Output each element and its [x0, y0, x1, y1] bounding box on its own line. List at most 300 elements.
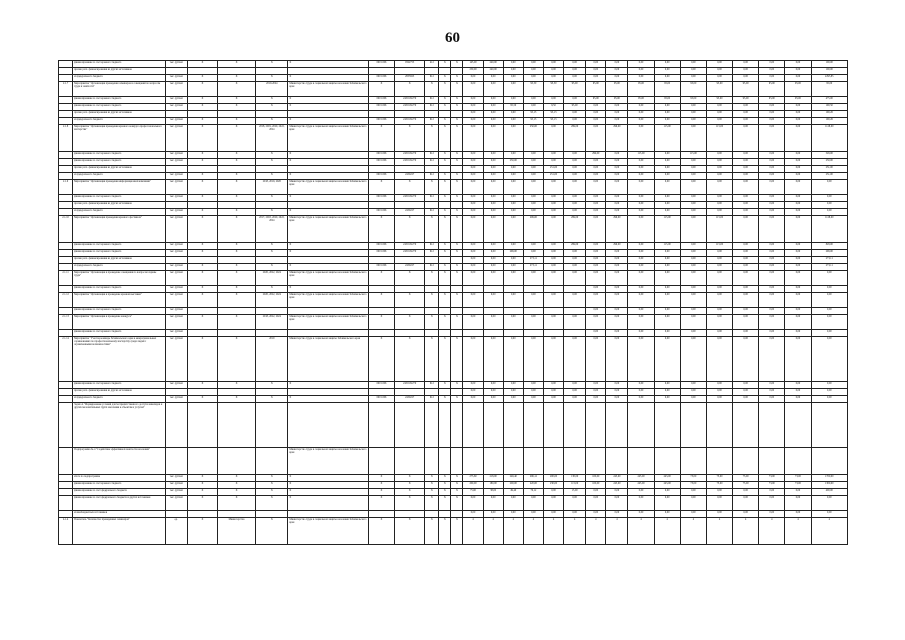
table-cell	[543, 330, 563, 337]
table-cell: X	[256, 195, 288, 202]
table-cell: 400,00	[811, 489, 847, 496]
table-cell: Показатель "Количество проведенных семинаров"	[73, 518, 166, 545]
table-cell: 0,00	[628, 396, 654, 403]
table-cell: 0,00	[503, 82, 523, 97]
table-cell: 0,00	[463, 159, 483, 166]
table-cell: 0,00	[759, 396, 785, 403]
table-cell: 0,00	[586, 308, 606, 315]
table-cell: 4	[811, 518, 847, 545]
table-cell: 0,00	[543, 337, 563, 382]
table-cell: 2018, 2022, 2024	[256, 315, 288, 330]
table-cell: финансирование за счет краевого бюджета	[73, 97, 166, 104]
table-cell: тыс. рублей	[165, 75, 187, 82]
table-cell: 000 1006	[368, 250, 394, 257]
table-cell: 0,00	[785, 511, 811, 518]
table-cell: 0,00	[463, 271, 483, 286]
table-cell: 0,00	[785, 330, 811, 337]
table-cell	[564, 403, 586, 448]
table-row	[59, 382, 848, 389]
table-cell: 0,00	[463, 75, 483, 82]
table-cell: 190,26	[811, 118, 847, 125]
table-cell	[451, 448, 463, 475]
table-cell: 0,00	[586, 286, 606, 293]
table-cell: 0,00	[785, 61, 811, 68]
table-cell	[59, 75, 73, 82]
table-cell: X	[288, 173, 369, 180]
table-cell: 0,00	[654, 382, 680, 389]
table-cell: 0,00	[759, 250, 785, 257]
table-cell: X	[217, 243, 255, 250]
table-cell: 115,00	[706, 216, 732, 243]
table-cell: 0,00	[733, 489, 759, 496]
table-cell: 0,00	[759, 125, 785, 152]
table-cell: 0,00	[523, 511, 543, 518]
table-cell: 218,00	[483, 475, 503, 482]
table-cell: 0,00	[811, 511, 847, 518]
table-cell: 0,00	[503, 496, 523, 511]
table-cell	[451, 330, 463, 337]
table-cell: 0,00	[759, 286, 785, 293]
table-cell: X	[451, 125, 463, 152]
table-cell: X	[288, 482, 369, 489]
table-cell: X	[256, 97, 288, 104]
table-cell: 0,00	[463, 152, 483, 159]
table-cell: 95,13	[543, 118, 563, 125]
table-cell: 2450132270	[395, 382, 425, 389]
table-cell: 0,00	[785, 243, 811, 250]
table-cell: 0,00	[785, 389, 811, 396]
table-cell: 0,00	[483, 496, 503, 511]
table-cell	[451, 202, 463, 209]
table-cell: 0,00	[733, 173, 759, 180]
table-cell: X	[217, 104, 255, 111]
table-cell: 612	[425, 97, 439, 104]
table-cell	[187, 166, 217, 173]
table-cell	[368, 448, 394, 475]
table-cell: X	[395, 315, 425, 330]
table-cell: финансирование за счет краевого бюджета	[73, 159, 166, 166]
table-cell: X	[187, 75, 217, 82]
table-cell: 0,00	[463, 511, 483, 518]
table-cell: 95,00	[586, 82, 606, 97]
table-cell	[439, 68, 451, 75]
table-cell: 0,00	[483, 75, 503, 82]
table-cell: 0,00	[586, 337, 606, 382]
table-cell: 0,00	[463, 293, 483, 308]
table-row	[59, 448, 848, 475]
table-cell: 0,00	[706, 111, 732, 118]
table-cell: 000 1006	[368, 382, 394, 389]
table-cell: 0,00	[759, 209, 785, 216]
table-cell: 0,00	[811, 293, 847, 308]
table-cell: X	[217, 489, 255, 496]
table-cell: 0,00	[503, 315, 523, 330]
table-cell: 180,00	[483, 482, 503, 489]
table-cell: 2450132270	[395, 243, 425, 250]
table-row	[59, 250, 848, 257]
table-cell: X	[288, 61, 369, 68]
table-cell: 0,00	[680, 250, 706, 257]
table-cell	[543, 403, 563, 448]
table-cell: финансирование за счет краевого бюджета	[73, 482, 166, 489]
table-cell: 245,00	[654, 482, 680, 489]
table-cell: X	[217, 264, 255, 271]
table-cell: 4.1.4	[59, 518, 73, 545]
table-cell: X	[187, 152, 217, 159]
table-cell: 000 1006	[368, 264, 394, 271]
table-cell: 0,00	[564, 195, 586, 202]
table-cell: 273,11	[523, 257, 543, 264]
table-row	[59, 286, 848, 293]
table-cell	[425, 286, 439, 293]
table-cell: 0,00	[564, 118, 586, 125]
table-cell: 250,00	[463, 68, 483, 75]
table-cell: 200,00	[543, 475, 563, 482]
table-cell: X	[395, 82, 425, 97]
table-cell: 0,00	[733, 308, 759, 315]
table-cell: 0,00	[628, 308, 654, 315]
table-cell: 0,00	[543, 152, 563, 159]
table-cell	[586, 403, 606, 448]
table-cell: X	[217, 118, 255, 125]
table-cell: Министерство труда и социальной защиты населения Забайкальского края	[288, 82, 369, 97]
table-cell: X	[187, 250, 217, 257]
table-row	[59, 475, 848, 482]
table-cell: X	[368, 518, 394, 545]
table-cell: 0,00	[680, 489, 706, 496]
table-cell: X	[439, 243, 451, 250]
table-cell	[59, 97, 73, 104]
table-cell: 95,00	[811, 82, 847, 97]
table-cell	[628, 403, 654, 448]
table-cell: X	[439, 337, 451, 382]
table-cell: 0,00	[586, 166, 606, 173]
table-cell: 0,00	[680, 389, 706, 396]
table-cell	[680, 403, 706, 448]
table-cell: 95,00	[628, 97, 654, 104]
table-cell: 0,00	[628, 382, 654, 389]
table-cell: 000 1006	[368, 104, 394, 111]
table-cell: 95,00	[606, 82, 628, 97]
table-cell: 0,00	[543, 264, 563, 271]
table-cell: 0,00	[463, 250, 483, 257]
table-cell: 0,00	[523, 389, 543, 396]
table-cell: Мероприятие "Организация проведения краевого фестиваля"	[73, 216, 166, 243]
table-cell: 0,00	[785, 250, 811, 257]
table-cell: 0,00	[523, 396, 543, 403]
table-cell: 0,00	[628, 286, 654, 293]
table-cell: 0,00	[654, 104, 680, 111]
table-cell: тыс. рублей	[165, 125, 187, 152]
table-cell: 115,00	[706, 243, 732, 250]
table-cell: 0,00	[706, 396, 732, 403]
table-cell: 0,00	[483, 173, 503, 180]
table-cell: 0,00	[733, 396, 759, 403]
table-cell: 0,00	[606, 511, 628, 518]
table-cell: из внебюджетных источников	[73, 511, 166, 518]
table-cell: 95,00	[680, 82, 706, 97]
table-cell	[187, 68, 217, 75]
table-cell: 0,00	[628, 166, 654, 173]
table-cell: 0,00	[680, 209, 706, 216]
table-cell	[425, 68, 439, 75]
table-cell: 95,00	[564, 104, 586, 111]
table-cell	[59, 396, 73, 403]
table-cell: X	[217, 250, 255, 257]
table-cell: 0,00	[586, 202, 606, 209]
table-cell: 0,00	[586, 293, 606, 308]
table-cell: 0,00	[483, 195, 503, 202]
table-cell: X	[395, 337, 425, 382]
table-cell: X	[256, 75, 288, 82]
table-cell: X	[451, 61, 463, 68]
table-cell: 4	[759, 518, 785, 545]
table-cell: 0,00	[628, 315, 654, 330]
table-cell: 0,00	[759, 68, 785, 75]
table-cell: 0,00	[586, 250, 606, 257]
table-cell: X	[439, 195, 451, 202]
table-cell: X	[187, 337, 217, 382]
table-cell: X	[368, 315, 394, 330]
table-cell: 0,00	[628, 496, 654, 511]
table-cell: Министерство	[217, 518, 255, 545]
table-cell: Министерство труда и социальной защиты населения Забайкальского края	[288, 293, 369, 308]
table-row	[59, 202, 848, 209]
table-cell: X	[187, 82, 217, 97]
table-cell: 0,00	[503, 195, 523, 202]
table-cell: 0,00	[733, 389, 759, 396]
table-cell: 0,00	[706, 195, 732, 202]
table-cell: 0,00	[811, 209, 847, 216]
table-cell	[439, 403, 451, 448]
table-cell: 0,00	[503, 125, 523, 152]
table-cell: X	[187, 271, 217, 286]
table-cell: X	[439, 475, 451, 482]
table-cell: 0,00	[503, 202, 523, 209]
table-cell: 115,00	[654, 243, 680, 250]
table-cell	[564, 448, 586, 475]
table-cell: X	[217, 152, 255, 159]
table-cell	[187, 257, 217, 264]
table-cell: тыс. рублей	[165, 152, 187, 159]
table-cell: 95,00	[654, 82, 680, 97]
table-cell: 0,00	[628, 209, 654, 216]
table-cell	[59, 489, 73, 496]
table-cell: 1128,00	[811, 216, 847, 243]
table-cell: 2450227	[395, 173, 425, 180]
table-cell: 000 1006	[368, 97, 394, 104]
table-cell: тыс. рублей	[165, 118, 187, 125]
table-cell: 190,26	[811, 111, 847, 118]
table-cell: X	[256, 104, 288, 111]
table-cell: 95,00	[759, 97, 785, 104]
table-cell: 0,00	[606, 286, 628, 293]
table-cell: 0,00	[680, 264, 706, 271]
table-cell: тыс. рублей	[165, 250, 187, 257]
table-cell: 0,00	[733, 61, 759, 68]
table-cell: 0,00	[543, 61, 563, 68]
table-cell	[425, 308, 439, 315]
table-cell: 0,00	[483, 97, 503, 104]
table-cell: 0,00	[628, 216, 654, 243]
table-cell	[425, 257, 439, 264]
table-cell	[463, 448, 483, 475]
table-cell: 0,00	[654, 195, 680, 202]
table-cell: 0,00	[564, 511, 586, 518]
table-cell: 0,00	[586, 209, 606, 216]
table-cell	[187, 403, 217, 448]
table-cell: X	[288, 243, 369, 250]
table-cell: 0,00	[785, 382, 811, 389]
table-cell: 0,00	[759, 330, 785, 337]
table-cell: 0,00	[463, 389, 483, 396]
table-cell: X	[288, 75, 369, 82]
table-cell	[217, 511, 255, 518]
table-cell	[288, 257, 369, 264]
table-cell: X	[425, 180, 439, 195]
table-cell: 0,00	[811, 496, 847, 511]
table-cell: X	[217, 180, 255, 195]
table-cell: 0,00	[654, 159, 680, 166]
table-cell: 245,00	[628, 482, 654, 489]
table-cell	[59, 308, 73, 315]
table-cell: 0,00	[706, 496, 732, 511]
table-cell	[256, 257, 288, 264]
table-cell	[395, 111, 425, 118]
table-cell: 0,00	[606, 496, 628, 511]
table-cell	[451, 403, 463, 448]
table-cell: 0,00	[503, 389, 523, 396]
table-cell: X	[217, 61, 255, 68]
table-cell: X	[187, 159, 217, 166]
table-cell: 0,00	[785, 159, 811, 166]
table-cell	[654, 403, 680, 448]
table-cell	[288, 389, 369, 396]
table-cell	[483, 286, 503, 293]
table-cell	[59, 382, 73, 389]
table-cell: X	[256, 382, 288, 389]
table-cell: 0,00	[654, 75, 680, 82]
table-cell: 0,00	[606, 264, 628, 271]
table-cell	[439, 448, 451, 475]
table-cell: X	[368, 337, 394, 382]
table-cell: тыс. рублей	[165, 97, 187, 104]
table-cell	[368, 111, 394, 118]
table-cell: 0,00	[606, 315, 628, 330]
table-cell: 0,00	[463, 125, 483, 152]
table-cell	[59, 118, 73, 125]
table-cell	[733, 403, 759, 448]
table-cell	[256, 511, 288, 518]
table-cell	[463, 286, 483, 293]
table-cell	[165, 68, 187, 75]
table-cell: X	[187, 61, 217, 68]
table-cell	[439, 330, 451, 337]
table-cell	[217, 448, 255, 475]
table-cell: 0,00	[586, 315, 606, 330]
table-cell: X	[256, 489, 288, 496]
table-cell	[483, 308, 503, 315]
table-cell	[606, 403, 628, 448]
table-cell: Мероприятие "Организация и проведение краевой выставки"	[73, 293, 166, 308]
table-cell: X	[451, 475, 463, 482]
table-cell: 299,00	[503, 250, 523, 257]
table-row	[59, 271, 848, 286]
table-cell: 0,00	[811, 286, 847, 293]
table-cell	[463, 330, 483, 337]
table-cell: 0,00	[680, 68, 706, 75]
table-cell: X	[187, 118, 217, 125]
table-cell: 0,00	[628, 250, 654, 257]
table-cell: 0,00	[628, 293, 654, 308]
table-cell: 0,00	[606, 396, 628, 403]
table-cell: 0,00	[586, 111, 606, 118]
table-cell: 0,00	[654, 496, 680, 511]
table-cell: 0,00	[523, 173, 543, 180]
table-cell: 4	[654, 518, 680, 545]
table-cell: 95,00	[706, 82, 732, 97]
table-cell: 828,00	[811, 243, 847, 250]
table-cell: тыс. рублей	[165, 159, 187, 166]
table-cell: 0,00	[483, 118, 503, 125]
table-cell: 612	[425, 396, 439, 403]
table-cell: 0,00	[811, 382, 847, 389]
table-cell: Мероприятие "Участие команды Забайкальского края в межрегиональных соревнованиях по профессиональному мастерству среди людей с ограниченными возможностями"	[73, 337, 166, 382]
table-cell: 0,00	[543, 202, 563, 209]
table-cell: X	[187, 209, 217, 216]
table-cell: X	[439, 315, 451, 330]
table-cell	[165, 448, 187, 475]
table-cell: X	[217, 396, 255, 403]
table-cell: X	[395, 125, 425, 152]
table-cell: 0,00	[606, 159, 628, 166]
table-cell	[439, 286, 451, 293]
table-cell: 0,00	[680, 202, 706, 209]
table-cell: 0,00	[503, 511, 523, 518]
table-cell: 0,00	[654, 489, 680, 496]
table-cell: 0,00	[586, 257, 606, 264]
table-cell: 4	[543, 518, 563, 545]
table-cell: 0,00	[564, 264, 586, 271]
table-cell: 100,00	[811, 61, 847, 68]
table-cell: 0,00	[543, 125, 563, 152]
table-cell: 95,00	[759, 82, 785, 97]
table-cell	[187, 330, 217, 337]
table-cell: 0,00	[680, 396, 706, 403]
table-cell: 2450132270	[395, 152, 425, 159]
table-cell: 0,00	[733, 68, 759, 75]
table-row	[59, 243, 848, 250]
table-cell: X	[451, 104, 463, 111]
table-cell: X	[395, 482, 425, 489]
table-cell: Министерство труда и социальной защиты населения Забайкальского края	[288, 180, 369, 195]
table-cell: 73,00	[759, 482, 785, 489]
table-cell: 0,00	[706, 180, 732, 195]
table-cell: 0,00	[606, 202, 628, 209]
table-cell: 0,00	[733, 111, 759, 118]
table-row	[59, 166, 848, 173]
table-cell	[59, 448, 73, 475]
table-cell: 75,60	[463, 489, 483, 496]
table-cell: X	[368, 489, 394, 496]
table-cell	[256, 68, 288, 75]
table-cell: прочие расх. финансирования из других источников	[73, 111, 166, 118]
table-cell: X	[439, 125, 451, 152]
table-cell: 612	[425, 104, 439, 111]
table-cell: 0,00	[606, 68, 628, 75]
table-cell: 0,00	[586, 118, 606, 125]
table-cell: 0,00	[811, 308, 847, 315]
